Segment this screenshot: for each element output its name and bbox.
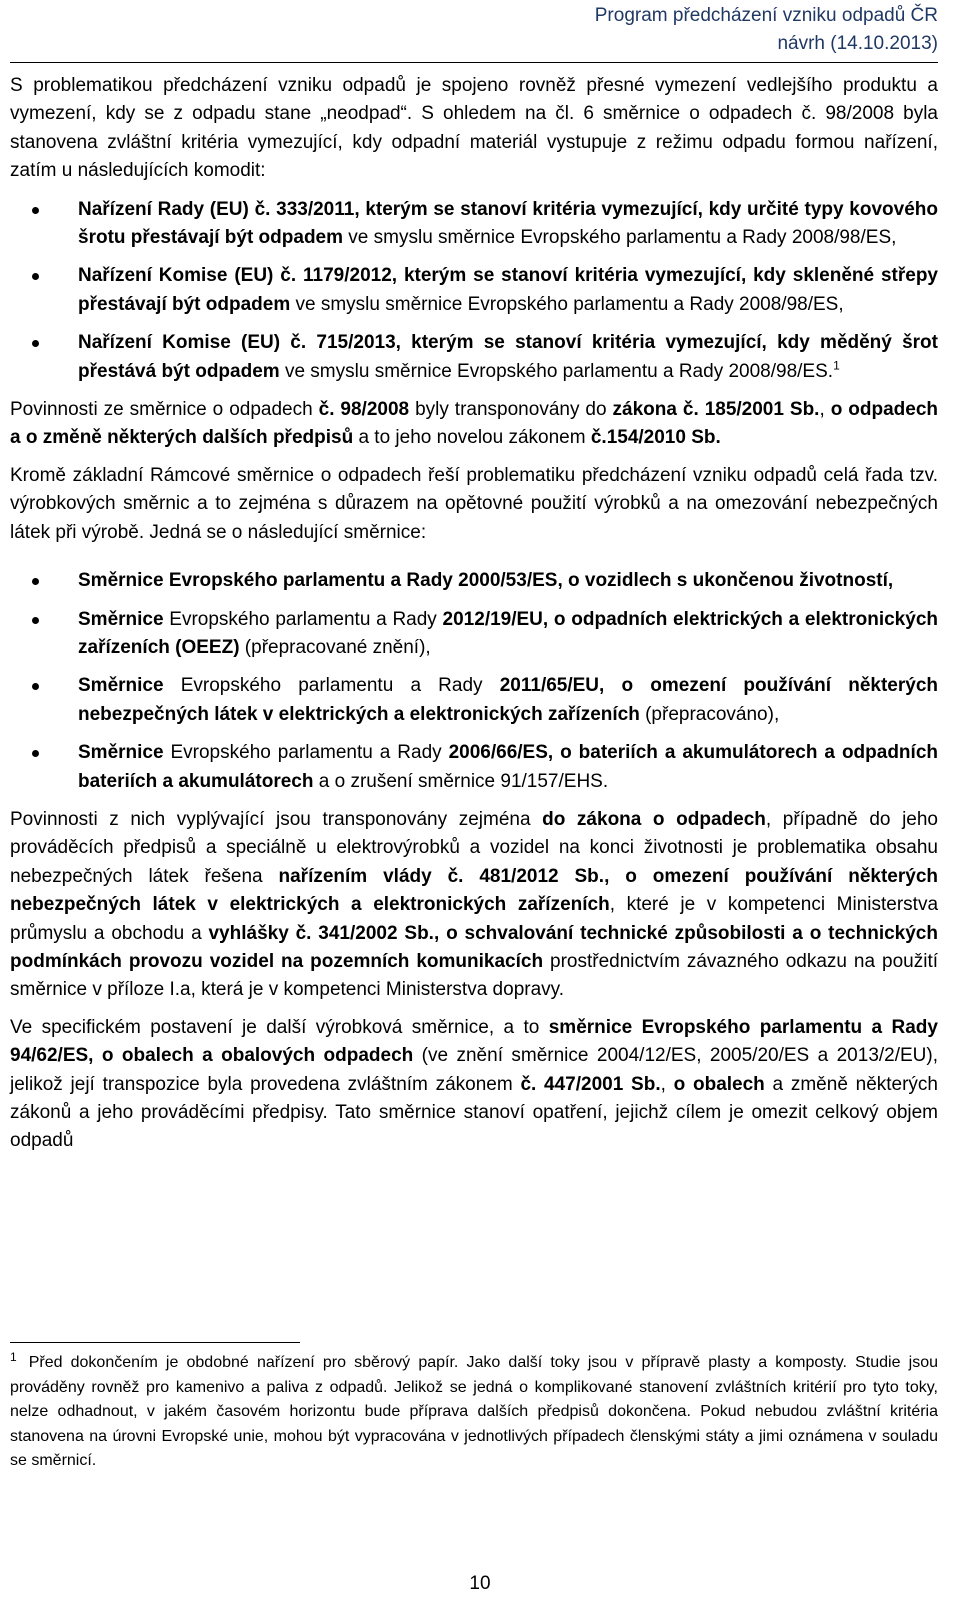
text-run: ve smyslu směrnice Evropského parlamentu a Rady 2008/98/ES. [279, 360, 834, 382]
text-run: , [660, 1073, 674, 1095]
text-run: (přepracováno), [639, 703, 780, 725]
text-run: Evropského parlamentu a Rady [163, 742, 449, 764]
text-run: Ve specifickém postavení je další výrobková směrnice, a to [10, 1016, 549, 1038]
bullet-icon [32, 578, 39, 585]
text-run: o odpadech a o změně některých dalších předpisů [10, 399, 938, 449]
intro-paragraph [10, 72, 938, 186]
text-run: Kromě základní Rámcové směrnice o odpadech řeší problematiku předcházení vzniku odpadů celá řada tzv. výrobkových směrnic a to zejména s důrazem na opětovné použití výrobků a na omezování nebezpečných látek při výrobě. Jedná se o následující směrnice: [10, 464, 938, 543]
transposition-paragraph [10, 396, 938, 453]
text-run: , případně do jeho prováděcích předpisů a speciálně u elektrovýrobků a vozidel na konci životnosti je problematika obsahu nebezpečných látek řešena [10, 808, 938, 887]
header-subtitle: návrh (14.10.2013) [777, 33, 938, 54]
directive-list [10, 567, 938, 796]
list-item [10, 196, 938, 253]
text-run: S problematikou předcházení vzniku odpadů je spojeno rovněž přesné vymezení vedlejšího produktu a vymezení, kdy se z odpadu stane „neodpad“. S ohledem na čl. 6 směrnice o odpadech č. 98/2008 byla stanovena zvláštní kritéria vymezující, kdy odpadní materiál vystupuje z režimu odpadu formou nařízení, zatím u následujících komodit: [10, 75, 938, 182]
text-run: Nařízení Rady (EU) č. 333/2011, kterým se stanoví kritéria vymezující, kdy určité typy kovového šrotu přestávají být odpadem [78, 198, 938, 249]
text-run: Směrnice [78, 608, 164, 630]
footnote [10, 1351, 938, 1474]
running-header [10, 0, 938, 58]
bullet-icon [32, 273, 39, 280]
list-item [10, 329, 938, 386]
framework-paragraph [10, 462, 938, 547]
text-run: Nařízení Komise (EU) č. 1179/2012, kterým se stanoví kritéria vymezující, kdy skleněné střepy přestávají být odpadem [78, 265, 938, 315]
text-run: Povinnosti z nich vyplývající jsou transponovány zejména [10, 808, 543, 830]
list-item [10, 567, 938, 595]
text-run: Povinnosti ze směrnice o odpadech [10, 399, 319, 421]
text-run: Evropského parlamentu a Rady [163, 608, 443, 630]
text-run: směrnice Evropského parlamentu a Rady 94/62/ES, o obalech a obalových odpadech [10, 1016, 938, 1067]
footnote-marker: 1 [10, 1349, 17, 1364]
text-run: 2011/65/EU, o omezení používání některých nebezpečných látek v elektrických a elektronických zařízeních [78, 675, 938, 725]
text-run: Směrnice [78, 742, 164, 764]
page-number: 10 [469, 1573, 491, 1594]
text-run: , [819, 399, 831, 421]
text-run: , které je v kompetenci Ministerstva průmyslu a obchodu a [10, 894, 939, 944]
text-run: č. 98/2008 [318, 399, 410, 421]
text-run: nařízením vlády č. 481/2012 Sb., o omezení používání některých nebezpečných látek v elektrických a elektronických zařízeních [10, 865, 938, 916]
text-run: byly transponovány do [409, 399, 613, 421]
bullet-icon [32, 207, 39, 214]
text-run: č.154/2010 Sb. [590, 427, 721, 449]
text-run: 2012/19/EU, o odpadních elektrických a elektronických zařízeních (OEEZ) [78, 608, 938, 658]
text-run: (ve znění směrnice 2004/12/ES, 2005/20/ES a 2013/2/EU), jelikož její transpozice byla provedena zvláštním zákonem [10, 1045, 939, 1095]
list-item [10, 606, 938, 663]
text-run: Evropského parlamentu a Rady [163, 675, 500, 697]
packaging-paragraph [10, 1014, 938, 1156]
text-run: ve smyslu směrnice Evropského parlamentu a Rady 2008/98/ES, [343, 227, 897, 249]
list-item [10, 672, 938, 729]
bullet-icon [32, 340, 39, 347]
footnote-reference: 1 [833, 358, 840, 373]
list-item [10, 262, 938, 319]
obligations-paragraph [10, 806, 938, 1005]
bullet-icon [32, 617, 39, 624]
text-run: prostřednictvím závazného odkazu na použití směrnice v příloze I.a, která je v kompetenci Ministerstva dopravy. [10, 950, 938, 1001]
header-title: Program předcházení vzniku odpadů ČR [594, 5, 938, 26]
text-run: (přepracované znění), [239, 636, 431, 658]
text-run: zákona č. 185/2001 Sb. [612, 399, 820, 421]
footnote-text: Před dokončením je obdobné nařízení pro sběrový papír. Jako další toky jsou v přípravě plasty a komposty. Studie jsou prováděny rovněž pro kamenivo a paliva z odpadů. Jelikož se jedná o komplikované stanovení zvláštních kritérií pro tyto toky, nelze odhadnout, v jakém časovém horizontu bude příprava dalších předpisů dokončena. Pokud nebudou zvláštní kritéria stanovena na úrovni Evropské unie, mohou být vypracována v jednotlivých případech členskými státy a jimi oznámena v souladu se směrnicí. [10, 1354, 938, 1469]
list-item [10, 739, 938, 796]
text-run: a změně některých zákonů a jeho prováděcími předpisy. Tato směrnice stanoví opatření, jejichž cílem je omezit celkový objem odpadů [10, 1073, 939, 1152]
text-run: Směrnice [78, 675, 164, 697]
text-run: do zákona o odpadech [542, 808, 766, 830]
text-run: Nařízení Komise (EU) č. 715/2013, kterým se stanoví kritéria vymezující, kdy měděný šrot přestává být odpadem [78, 332, 938, 382]
header-rule [10, 62, 938, 63]
text-run: o obalech [673, 1073, 765, 1095]
regulation-list [10, 196, 938, 386]
text-run: vyhlášky č. 341/2002 Sb., o schvalování technické způsobilosti a o technických podmínkách provozu vozidel na pozemních komunikacích [10, 922, 938, 972]
bullet-icon [32, 750, 39, 757]
bullet-icon [32, 683, 39, 690]
text-run: 2006/66/ES, o bateriích a akumulátorech a odpadních bateriích a akumulátorech [78, 742, 938, 792]
footnote-rule [10, 1342, 300, 1343]
text-run: ve smyslu směrnice Evropského parlamentu a Rady 2008/98/ES, [290, 293, 844, 315]
text-run: a o zrušení směrnice 91/157/EHS. [313, 770, 609, 792]
text-run: č. 447/2001 Sb. [520, 1073, 661, 1095]
text-run: Směrnice Evropského parlamentu a Rady 2000/53/ES, o vozidlech s ukončenou životností, [78, 570, 894, 592]
text-run: a to jeho novelou zákonem [353, 427, 591, 449]
